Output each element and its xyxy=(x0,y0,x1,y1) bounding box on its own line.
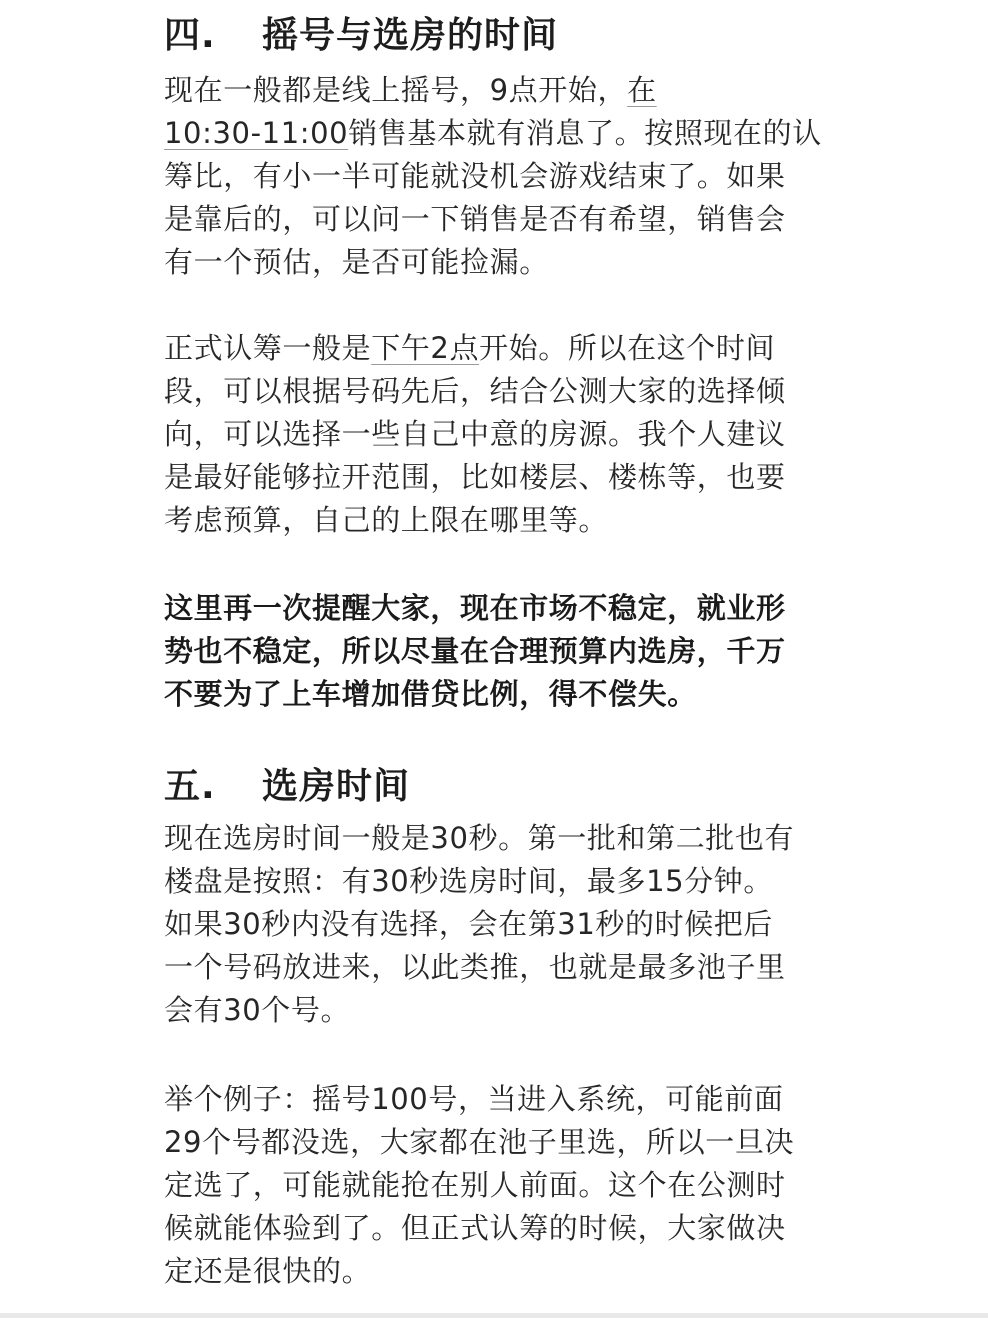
text-line: 现在选房时间一般是30秒。第一批和第二批也有 xyxy=(164,821,795,855)
text-segment: 销售基本就有消息了。按照现在的认 xyxy=(348,116,822,150)
text-line: 有一个预估，是否可能捡漏。 xyxy=(164,245,549,279)
text-line xyxy=(164,112,844,155)
text-line: 这里再一次提醒大家，现在市场不稳定，就业形 xyxy=(164,591,786,625)
section-4-heading xyxy=(164,14,558,58)
section-5-paragraph-1 xyxy=(164,817,844,1032)
text-segment: 开始。所以在这个时间 xyxy=(479,331,776,365)
text-line: 筹比，有小一半可能就没机会游戏结束了。如果 xyxy=(164,159,786,193)
section-5-heading xyxy=(164,765,410,809)
text-line: 定还是很快的。 xyxy=(164,1254,372,1288)
section-5-title: 选房时间 xyxy=(262,766,411,807)
text-line: 29个号都没选，大家都在池子里选，所以一旦决 xyxy=(164,1125,795,1159)
text-line: 候就能体验到了。但正式认筹的时候，大家做决 xyxy=(164,1211,786,1245)
section-4-number: 四. xyxy=(164,15,216,56)
text-line: 如果30秒内没有选择，会在第31秒的时候把后 xyxy=(164,907,774,941)
section-4-paragraph-2 xyxy=(164,327,844,542)
text-line: 举个例子：摇号100号，当进入系统，可能前面 xyxy=(164,1082,784,1116)
underlined-text: 在 xyxy=(627,73,657,107)
bottom-divider xyxy=(0,1313,988,1318)
text-line: 向，可以选择一些自己中意的房源。我个人建议 xyxy=(164,417,786,451)
text-line: 段，可以根据号码先后，结合公测大家的选择倾 xyxy=(164,374,786,408)
section-4-title: 摇号与选房的时间 xyxy=(262,15,559,56)
underlined-text: 下午2点 xyxy=(371,331,480,365)
text-line xyxy=(164,69,844,112)
section-5-number: 五. xyxy=(164,766,216,807)
text-line: 考虑预算，自己的上限在哪里等。 xyxy=(164,503,609,537)
text-line: 一个号码放进来，以此类推，也就是最多池子里 xyxy=(164,950,786,984)
section-4-paragraph-1 xyxy=(164,69,844,284)
text-line: 势也不稳定，所以尽量在合理预算内选房，千万 xyxy=(164,634,786,668)
text-segment: 正式认筹一般是 xyxy=(164,331,372,365)
underlined-text: 10:30-11:00 xyxy=(164,116,349,150)
text-line: 不要为了上车增加借贷比例，得不偿失。 xyxy=(164,677,697,711)
text-line: 是靠后的，可以问一下销售是否有希望，销售会 xyxy=(164,202,786,236)
section-4-warning-paragraph xyxy=(164,587,844,716)
text-line: 是最好能够拉开范围，比如楼层、楼栋等，也要 xyxy=(164,460,786,494)
text-line: 定选了，可能就能抢在别人前面。这个在公测时 xyxy=(164,1168,786,1202)
section-5-paragraph-2 xyxy=(164,1078,844,1293)
text-line: 会有30个号。 xyxy=(164,993,351,1027)
text-segment: 现在一般都是线上摇号，9点开始， xyxy=(164,73,628,107)
text-line xyxy=(164,327,844,370)
text-line: 楼盘是按照：有30秒选房时间，最多15分钟。 xyxy=(164,864,774,898)
